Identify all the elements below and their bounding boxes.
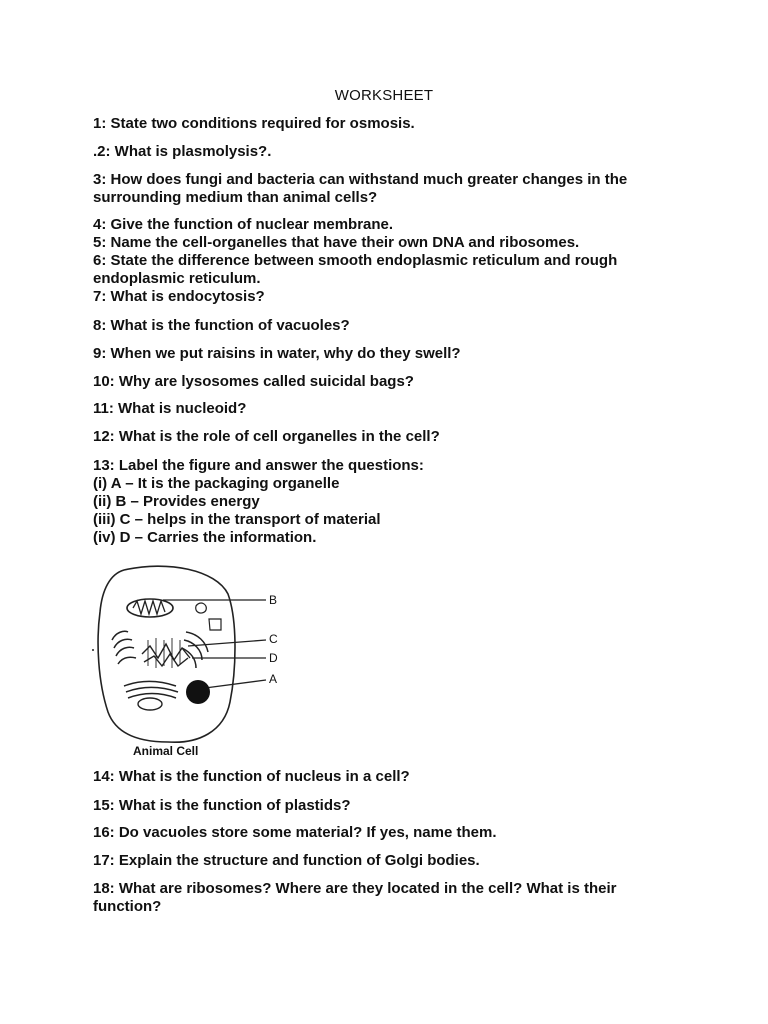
questions-4-to-7 bbox=[93, 216, 693, 306]
question-10: 10: Why are lysosomes called suicidal bags? bbox=[93, 373, 414, 390]
question-2: .2: What is plasmolysis?. bbox=[93, 143, 272, 160]
figure-label-b: B bbox=[269, 593, 278, 607]
question-6-line-1: 6: State the difference between smooth endoplasmic reticulum and rough bbox=[93, 252, 618, 269]
question-16: 16: Do vacuoles store some material? If yes, name them. bbox=[93, 824, 497, 841]
question-3-line-2: surrounding medium than animal cells? bbox=[93, 189, 378, 206]
figure-label-a: A bbox=[269, 672, 278, 686]
figure-label-d: D bbox=[269, 651, 278, 665]
figure-label-c: C bbox=[269, 632, 278, 646]
question-15: 15: What is the function of plastids? bbox=[93, 797, 351, 814]
question-5: 5: Name the cell-organelles that have their own DNA and ribosomes. bbox=[93, 234, 580, 251]
question-13-part-i: (i) A – It is the packaging organelle bbox=[93, 475, 340, 492]
question-11: 11: What is nucleoid? bbox=[93, 400, 247, 417]
question-13-part-iii: (iii) C – helps in the transport of material bbox=[93, 511, 381, 528]
question-18 bbox=[93, 880, 693, 916]
question-7: 7: What is endocytosis? bbox=[93, 288, 265, 305]
question-17: 17: Explain the structure and function of Golgi bodies. bbox=[93, 852, 480, 869]
question-13-part-ii: (ii) B – Provides energy bbox=[93, 493, 260, 510]
question-8: 8: What is the function of vacuoles? bbox=[93, 317, 350, 334]
cell-membrane bbox=[98, 566, 235, 742]
mitochondrion-shape bbox=[127, 599, 173, 617]
question-4: 4: Give the function of nuclear membrane. bbox=[93, 216, 394, 233]
question-18-line-2: function? bbox=[93, 898, 162, 915]
question-3-line-1: 3: How does fungi and bacteria can withstand much greater changes in the bbox=[93, 171, 628, 188]
question-9: 9: When we put raisins in water, why do they swell? bbox=[93, 345, 461, 362]
question-13-part-iv: (iv) D – Carries the information. bbox=[93, 529, 317, 546]
animal-cell-figure bbox=[88, 562, 303, 762]
figure-caption: Animal Cell bbox=[133, 744, 199, 758]
question-3 bbox=[93, 171, 693, 207]
page-title: WORKSHEET bbox=[334, 87, 434, 104]
question-6-line-2: endoplasmic reticulum. bbox=[93, 270, 261, 287]
question-14: 14: What is the function of nucleus in a cell? bbox=[93, 768, 410, 785]
question-18-line-1: 18: What are ribosomes? Where are they located in the cell? What is their bbox=[93, 880, 617, 897]
dense-body-shape bbox=[186, 680, 210, 704]
question-13 bbox=[93, 457, 693, 547]
question-1: 1: State two conditions required for osmosis. bbox=[93, 115, 415, 132]
question-12: 12: What is the role of cell organelles in the cell? bbox=[93, 428, 440, 445]
question-13-prompt: 13: Label the figure and answer the questions: bbox=[93, 457, 424, 474]
